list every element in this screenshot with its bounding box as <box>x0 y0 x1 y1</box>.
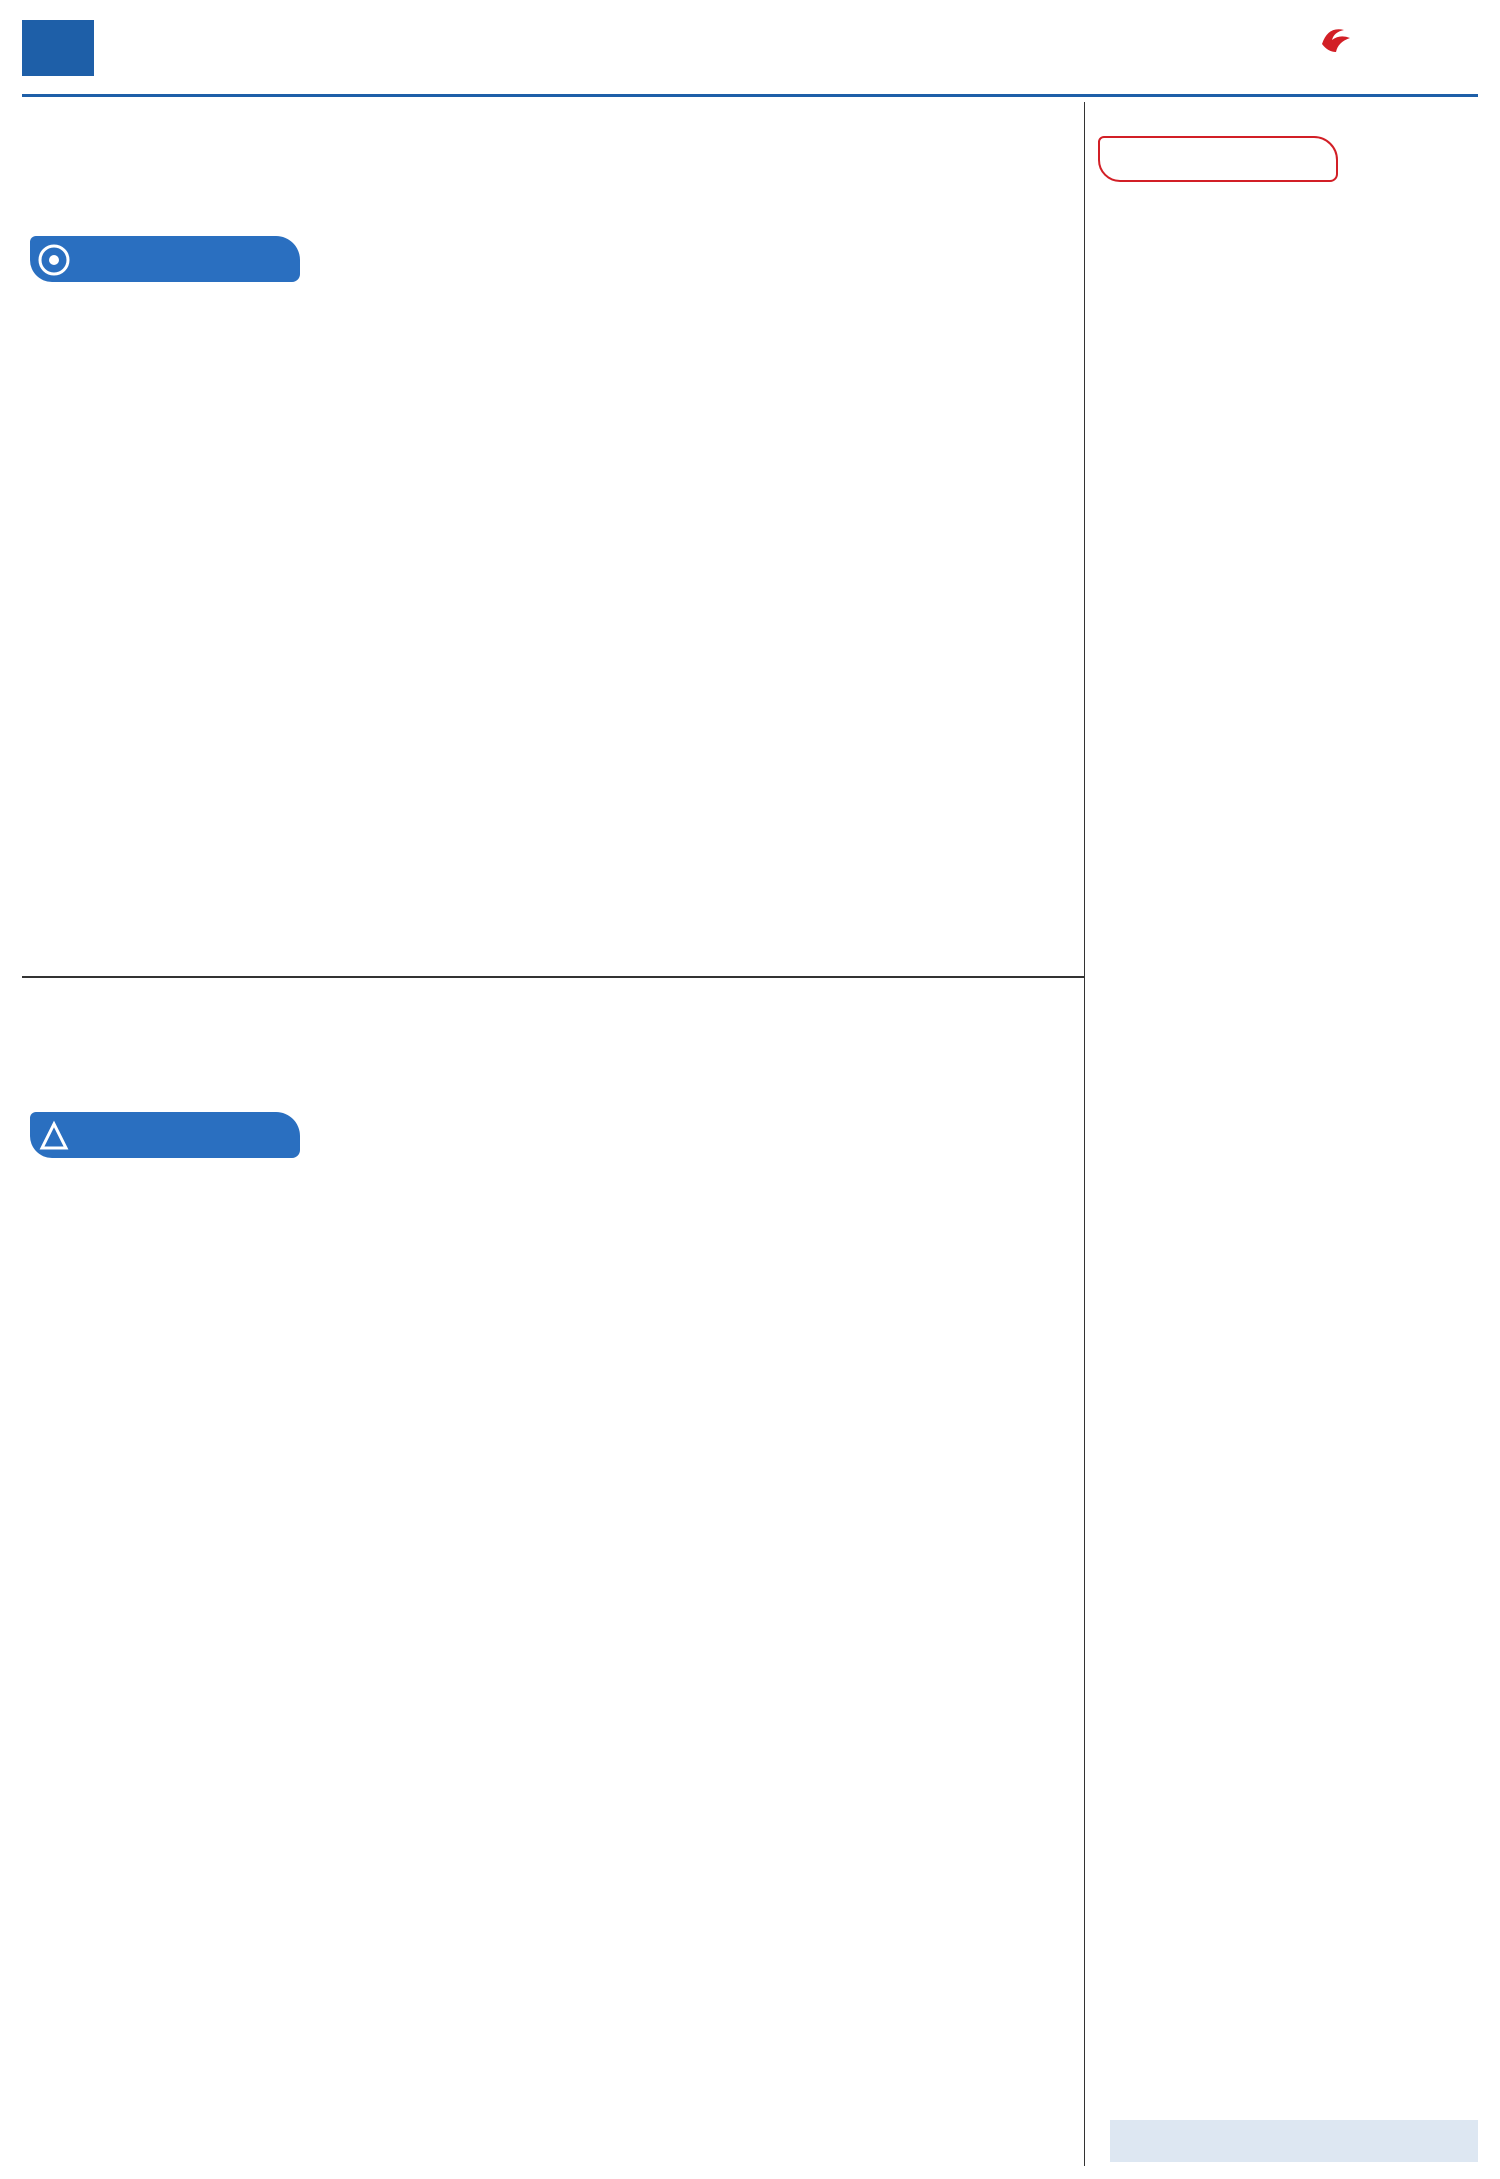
article3-column-bottom <box>1098 552 1478 2112</box>
article2-column-1 <box>30 1174 364 2164</box>
article2-column-2 <box>372 1096 716 2164</box>
article1-column-1 <box>30 298 364 963</box>
article3-column-top <box>1098 212 1370 552</box>
banner-deco-icon <box>36 242 72 278</box>
column-divider <box>1084 102 1085 2166</box>
banner-deco-icon <box>36 1118 72 1154</box>
co-organizer-credit <box>1110 2120 1478 2162</box>
article2-column-3 <box>724 1096 1070 2164</box>
article1-column-2 <box>372 220 716 963</box>
article1-column-3 <box>724 220 1070 963</box>
page-number <box>22 20 94 76</box>
section-divider <box>22 976 1084 978</box>
article2-banner <box>30 1108 330 1164</box>
newspaper-logo-icon <box>1318 22 1354 58</box>
article3-banner <box>1098 132 1358 188</box>
masthead <box>22 14 1478 92</box>
article1-banner <box>30 232 330 288</box>
section-emblem <box>557 14 635 92</box>
masthead-rule <box>22 94 1478 97</box>
banner-brush <box>1098 136 1338 182</box>
